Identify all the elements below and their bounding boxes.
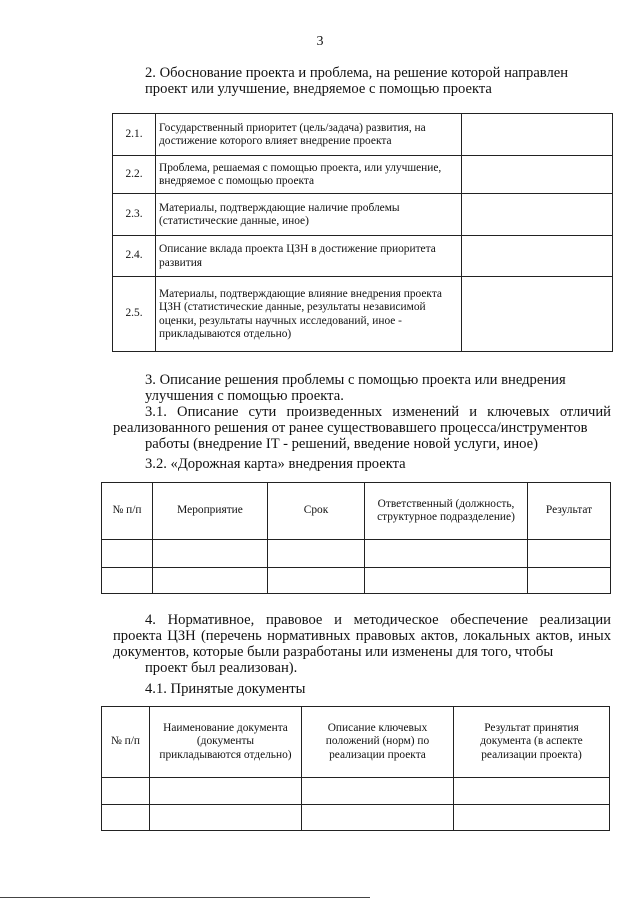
row-description: Проблема, решаемая с помощью проекта, или улучшение, внедряемое с помощью проекта [156,156,462,194]
table-cell[interactable] [454,778,610,805]
section-3-heading [113,372,611,404]
row-value-cell[interactable] [462,194,613,236]
table-row [113,114,613,156]
row-number: 2.4. [113,236,156,277]
row-description: Материалы, подтверждающие влияние внедрения проекта ЦЗН (статистические данные, результаты независимой оценки, результаты научных исследований, иное - прикладываются отдельно) [156,277,462,352]
page-number: 3 [316,34,324,49]
row-description: Материалы, подтверждающие наличие проблемы (статистические данные, иное) [156,194,462,236]
table-cell[interactable] [150,778,302,805]
section-4-heading-tail: проект был реализован). [145,660,298,676]
column-header-document-name: Наименование документа (документы прикладываются отдельно) [150,707,302,778]
table-cell[interactable] [102,778,150,805]
row-value-cell[interactable] [462,156,613,194]
row-description: Описание вклада проекта ЦЗН в достижение приоритета развития [156,236,462,277]
paragraph-3-1-main: 3.1. Описание сути произведенных изменений и ключевых отличий реализованного решения от ранее существовавшего процесса/инструментов [113,404,611,436]
section-2-heading-tail: проект или улучшение, внедряемое с помощью проекта [145,81,492,97]
section-4-heading [113,612,611,676]
column-header-key-provisions: Описание ключевых положений (норм) по реализации проекта [302,707,454,778]
row-value-cell[interactable] [462,277,613,352]
column-header-activity: Мероприятие [153,483,268,540]
paragraph-3-1 [113,404,611,452]
roadmap-table [101,482,611,594]
table-row [113,194,613,236]
table-cell[interactable] [302,778,454,805]
table-row [102,778,610,805]
table-cell[interactable] [528,568,611,594]
table-cell[interactable] [268,540,365,568]
table-header-row [102,483,611,540]
table-cell[interactable] [102,805,150,831]
table-row [113,156,613,194]
section-4-heading-main: 4. Нормативное, правовое и методическое обеспечение реализации проекта ЦЗН (перечень нормативных правовых актов, локальных актов, иных документов, которые были разработаны или изменены для того, чтобы [113,612,611,660]
table-cell[interactable] [102,568,153,594]
section-2-heading [113,65,611,97]
table-cell[interactable] [365,540,528,568]
section-2-heading-main: 2. Обоснование проекта и проблема, на решение которой направлен [145,65,569,81]
table-cell[interactable] [268,568,365,594]
table-cell[interactable] [153,568,268,594]
table-cell[interactable] [528,540,611,568]
justification-table [112,113,613,352]
paragraph-3-1-tail: работы (внедрение IT - решений, введение новой услуги, иное) [145,436,538,452]
column-header-number: № п/п [102,707,150,778]
row-description: Государственный приоритет (цель/задача) развития, на достижение которого влияет внедрение проекта [156,114,462,156]
row-value-cell[interactable] [462,236,613,277]
table-row [102,805,610,831]
table-cell[interactable] [302,805,454,831]
table-row [102,568,611,594]
table-header-row [102,707,610,778]
row-number: 2.2. [113,156,156,194]
paragraph-3-2: 3.2. «Дорожная карта» внедрения проекта [145,456,406,472]
table-row [113,236,613,277]
column-header-responsible: Ответственный (должность, структурное подразделение) [365,483,528,540]
section-3-heading-main: 3. Описание решения проблемы с помощью проекта или внедрения [145,372,566,388]
column-header-number: № п/п [102,483,153,540]
table-cell[interactable] [102,540,153,568]
section-3-heading-tail: улучшения с помощью проекта. [145,388,344,404]
documents-table [101,706,610,831]
column-header-deadline: Срок [268,483,365,540]
table-row [102,540,611,568]
table-cell[interactable] [365,568,528,594]
row-number: 2.3. [113,194,156,236]
table-cell[interactable] [153,540,268,568]
row-value-cell[interactable] [462,114,613,156]
column-header-result: Результат [528,483,611,540]
footnote-divider [0,897,370,898]
paragraph-4-1: 4.1. Принятые документы [145,681,306,697]
row-number: 2.1. [113,114,156,156]
table-cell[interactable] [454,805,610,831]
row-number: 2.5. [113,277,156,352]
column-header-adoption-result: Результат принятия документа (в аспекте реализации проекта) [454,707,610,778]
table-row [113,277,613,352]
table-cell[interactable] [150,805,302,831]
